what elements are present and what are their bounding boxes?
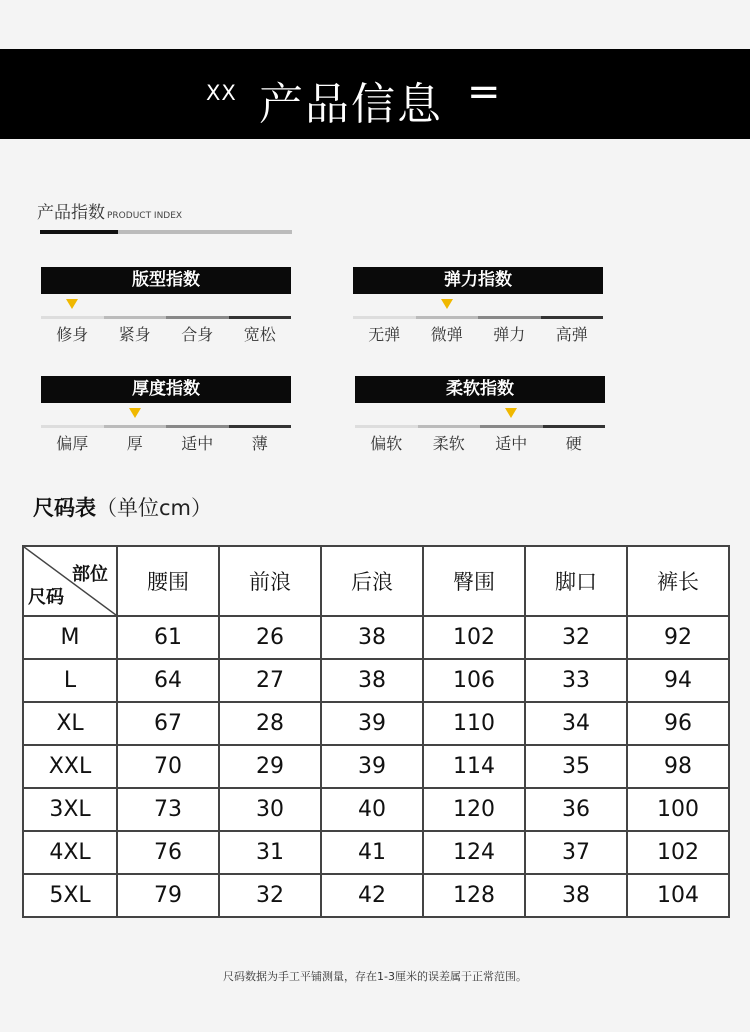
table-cell: 67: [117, 702, 219, 745]
index-label: 偏厚: [56, 434, 89, 453]
index-scale: [355, 425, 605, 428]
table-cell: 79: [117, 874, 219, 917]
index-scale: [353, 316, 603, 319]
column-header: 臀围: [423, 546, 525, 616]
column-header: 脚口: [525, 546, 627, 616]
table-cell: 27: [219, 659, 321, 702]
table-cell: 37: [525, 831, 627, 874]
index-block-elasticity: [353, 267, 603, 345]
size-table-unit: （单位cm）: [96, 496, 213, 520]
table-cell: 114: [423, 745, 525, 788]
table-cell: 38: [321, 659, 423, 702]
size-label: M: [23, 616, 117, 659]
table-cell: 31: [219, 831, 321, 874]
table-row: [23, 831, 729, 874]
table-cell: 102: [423, 616, 525, 659]
table-cell: 34: [525, 702, 627, 745]
table-row: [23, 659, 729, 702]
index-label: 紧身: [118, 325, 151, 344]
column-header: 裤长: [627, 546, 729, 616]
banner-suffix: =: [467, 69, 501, 115]
index-title: 厚度指数: [41, 376, 291, 403]
table-cell: 33: [525, 659, 627, 702]
index-label: 适中: [495, 434, 528, 453]
table-row: [23, 616, 729, 659]
size-table-title: 尺码表: [33, 496, 96, 520]
table-row: [23, 745, 729, 788]
column-header: 前浪: [219, 546, 321, 616]
table-cell: 38: [525, 874, 627, 917]
table-cell: 26: [219, 616, 321, 659]
corner-label-part: 部位: [72, 564, 108, 585]
banner-prefix: XX: [206, 81, 237, 105]
table-cell: 70: [117, 745, 219, 788]
table-cell: 104: [627, 874, 729, 917]
product-index-underline: [40, 230, 292, 234]
table-cell: 36: [525, 788, 627, 831]
index-title: 版型指数: [41, 267, 291, 294]
banner-title: 产品信息: [259, 79, 443, 130]
header-banner: [0, 49, 750, 139]
table-cell: 128: [423, 874, 525, 917]
column-header: 后浪: [321, 546, 423, 616]
index-label: 合身: [181, 325, 214, 344]
table-cell: 76: [117, 831, 219, 874]
index-title: 弹力指数: [353, 267, 603, 294]
table-cell: 98: [627, 745, 729, 788]
table-cell: 28: [219, 702, 321, 745]
measurement-footnote: 尺码数据为手工平铺测量，存在1-3厘米的误差属于正常范围。: [223, 970, 527, 983]
product-index-heading: [37, 198, 182, 223]
size-label: XL: [23, 702, 117, 745]
index-block-softness: [355, 376, 605, 454]
table-cell: 35: [525, 745, 627, 788]
table-cell: 106: [423, 659, 525, 702]
table-row: [23, 702, 729, 745]
table-cell: 39: [321, 745, 423, 788]
table-cell: 61: [117, 616, 219, 659]
table-cell: 64: [117, 659, 219, 702]
table-row: [23, 874, 729, 917]
index-scale: [41, 316, 291, 319]
table-cell: 120: [423, 788, 525, 831]
index-label: 高弹: [555, 325, 588, 344]
index-label: 薄: [251, 434, 268, 453]
table-row: [23, 788, 729, 831]
index-label: 硬: [565, 434, 582, 453]
index-label: 宽松: [243, 325, 276, 344]
corner-label-size: 尺码: [28, 587, 64, 608]
index-marker-icon: [441, 299, 453, 309]
index-title: 柔软指数: [355, 376, 605, 403]
size-table-corner: [23, 546, 117, 616]
table-cell: 96: [627, 702, 729, 745]
size-table: [22, 545, 730, 918]
table-cell: 40: [321, 788, 423, 831]
size-label: XXL: [23, 745, 117, 788]
index-label: 无弹: [368, 325, 401, 344]
index-label: 弹力: [493, 325, 526, 344]
index-label: 微弹: [430, 325, 463, 344]
index-block-thickness: [41, 376, 291, 454]
table-cell: 124: [423, 831, 525, 874]
index-marker-icon: [66, 299, 78, 309]
table-cell: 32: [219, 874, 321, 917]
table-cell: 38: [321, 616, 423, 659]
product-index-title-en: PRODUCT INDEX: [107, 211, 183, 221]
table-cell: 41: [321, 831, 423, 874]
index-label: 厚: [126, 434, 143, 453]
column-header: 腰围: [117, 546, 219, 616]
index-label: 修身: [56, 325, 89, 344]
index-scale: [41, 425, 291, 428]
size-label: 3XL: [23, 788, 117, 831]
table-cell: 29: [219, 745, 321, 788]
product-index-title: 产品指数: [37, 203, 105, 223]
size-label: 5XL: [23, 874, 117, 917]
index-label: 偏软: [370, 434, 403, 453]
table-cell: 73: [117, 788, 219, 831]
index-block-fit: [41, 267, 291, 345]
table-cell: 94: [627, 659, 729, 702]
index-label: 适中: [181, 434, 214, 453]
size-table-heading: [33, 492, 212, 522]
index-marker-icon: [505, 408, 517, 418]
table-cell: 110: [423, 702, 525, 745]
table-cell: 100: [627, 788, 729, 831]
table-cell: 102: [627, 831, 729, 874]
index-marker-icon: [129, 408, 141, 418]
size-label: 4XL: [23, 831, 117, 874]
index-label: 柔软: [432, 434, 465, 453]
size-label: L: [23, 659, 117, 702]
table-cell: 42: [321, 874, 423, 917]
table-cell: 39: [321, 702, 423, 745]
table-cell: 32: [525, 616, 627, 659]
table-cell: 30: [219, 788, 321, 831]
table-cell: 92: [627, 616, 729, 659]
